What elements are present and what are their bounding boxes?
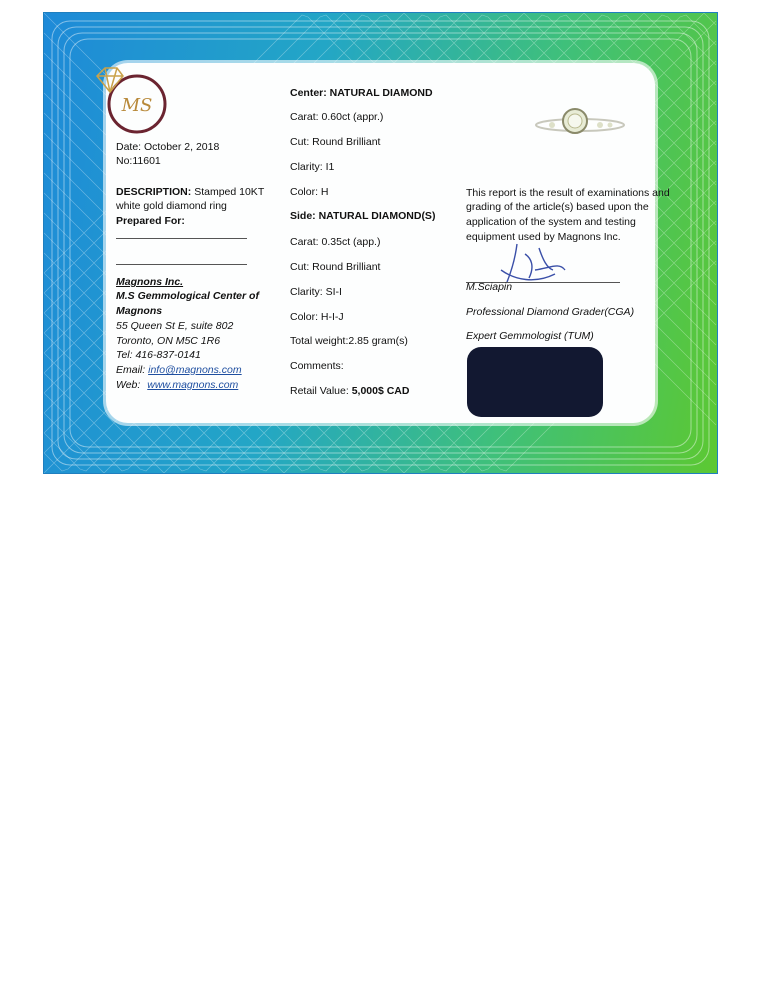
center-carat: Carat: 0.60ct (appr.) [290,111,384,123]
description-text-2: white gold diamond ring [116,200,227,212]
report-statement-1: This report is the result of examinations and [466,187,670,199]
ms-logo [91,62,171,138]
center-cut: Cut: Round Brilliant [290,136,381,148]
center-color: Color: H [290,186,329,198]
report-statement-4: equipment used by Magnons Inc. [466,231,621,243]
report-date: Date: October 2, 2018 [116,141,220,153]
address-line-2: Toronto, ON M5C 1R6 [116,335,221,347]
prepared-for-line-1 [116,238,247,239]
description [116,186,264,199]
diamond-ring-photo [530,103,630,143]
comments-label: Comments: [290,360,344,372]
side-carat: Carat: 0.35ct (app.) [290,236,381,248]
retail-value-label: Retail Value: [290,385,349,397]
description-text-1: Stamped 10KT [194,186,265,198]
report-statement-2: grading of the article(s) based upon the [466,201,649,213]
report-statement-3: application of the system and testing [466,216,636,228]
prepared-for-label: Prepared For: [116,215,185,227]
gem-center-name-2: Magnons [116,305,163,317]
center-stone-heading: Center: NATURAL DIAMOND [290,87,433,99]
report-number: No:11601 [116,155,161,167]
security-hologram-seal [467,347,603,417]
side-color: Color: H-I-J [290,311,344,323]
logo-text: MS [121,95,153,116]
grader-title-2: Expert Gemmologist (TUM) [466,330,594,342]
grader-title-1: Professional Diamond Grader(CGA) [466,306,635,318]
company-name: Magnons Inc. [116,276,184,288]
side-cut: Cut: Round Brilliant [290,261,381,273]
signer-name: M.Sciapin [466,281,513,293]
retail-value [290,385,409,398]
total-weight: Total weight:2.85 gram(s) [290,335,408,347]
email-row [116,364,242,377]
web-link[interactable]: www.magnons.com [147,379,239,391]
gem-center-name-1: M.S Gemmological Center of [116,290,259,302]
prepared-for-line-2 [116,264,247,265]
retail-value-amount: 5,000$ CAD [351,385,410,397]
center-clarity: Clarity: I1 [290,161,335,173]
web-row [116,379,238,392]
address-line-1: 55 Queen St E, suite 802 [116,320,234,332]
web-label: Web: [116,379,141,391]
description-label: DESCRIPTION: [116,186,192,198]
side-clarity: Clarity: SI-I [290,286,342,298]
email-link[interactable]: info@magnons.com [148,364,242,376]
email-label: Email: [116,364,146,376]
telephone: Tel: 416-837-0141 [116,349,201,361]
side-stones-heading: Side: NATURAL DIAMOND(S) [290,210,436,222]
